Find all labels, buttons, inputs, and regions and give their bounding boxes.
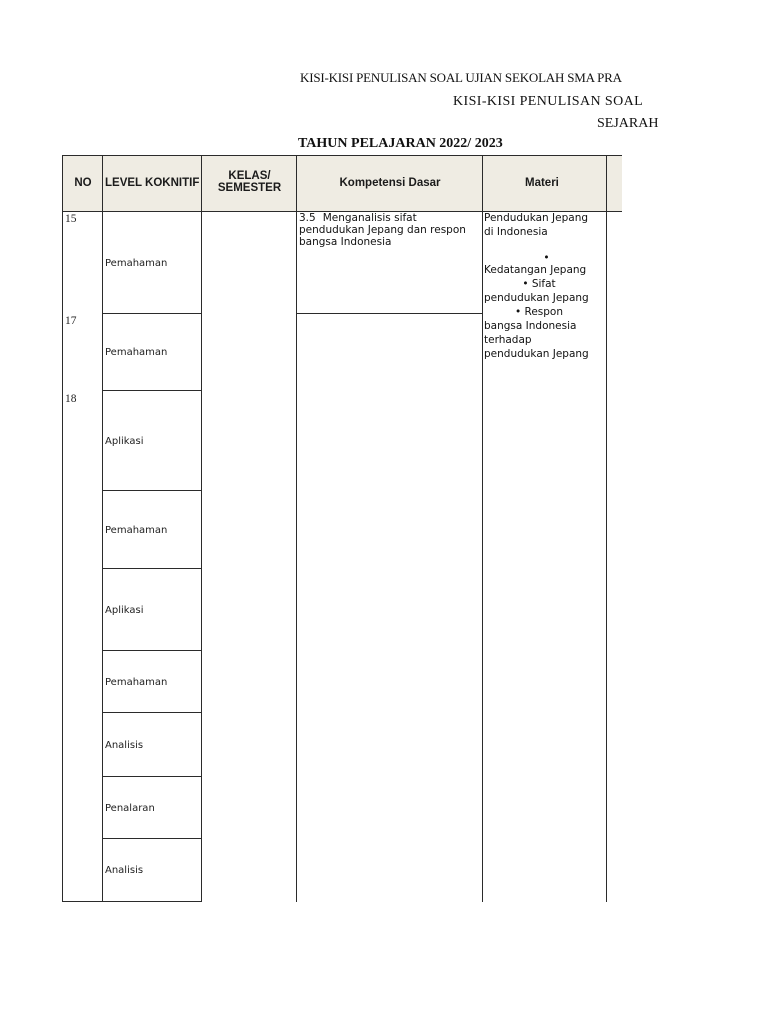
materi-line: Kedatangan Jepang <box>484 264 587 276</box>
header-line-year: TAHUN PELAJARAN 2022/ 2023 <box>298 136 503 151</box>
row-no-17: 17 <box>62 313 103 391</box>
materi-line: terhadap <box>484 334 532 346</box>
row-level: Pemahaman <box>102 650 202 713</box>
column-header-kelas: KELAS/ SEMESTER <box>201 155 297 212</box>
header-line-3: SEJARAH <box>597 116 659 131</box>
row-level: Aplikasi <box>102 390 202 491</box>
kompetensi-dasar-cell <box>296 211 483 314</box>
column-divider <box>296 313 297 902</box>
column-header-level: LEVEL KOKNITIF <box>102 155 202 212</box>
header-line-2: KISI-KISI PENULISAN SOAL <box>453 94 644 109</box>
materi-line: pendudukan Jepang <box>484 348 589 360</box>
column-header-no: NO <box>62 155 103 212</box>
row-level: Penalaran <box>102 776 202 839</box>
kompetensi-number: 3.5 <box>299 212 316 224</box>
row-level: Pemahaman <box>102 211 202 314</box>
column-divider <box>606 155 607 902</box>
row-level: Aplikasi <box>102 568 202 651</box>
materi-line: di Indonesia <box>484 226 548 238</box>
materi-line: Pendudukan Jepang <box>484 212 589 224</box>
materi-line: • Respon <box>514 306 564 318</box>
row-level: Pemahaman <box>102 490 202 569</box>
column-header-materi: Materi <box>482 155 622 212</box>
materi-line: pendudukan Jepang <box>484 292 589 304</box>
materi-line: bangsa Indonesia <box>484 320 577 332</box>
kompetensi-text: Menganalisis sifat pendudukan Jepang dan respon bangsa Indonesia <box>299 212 466 248</box>
row-no-18: 18 <box>62 391 103 902</box>
row-no-15: 15 <box>62 211 103 313</box>
row-level: Analisis <box>102 712 202 777</box>
row-level: Analisis <box>102 838 202 902</box>
header-line-1: KISI-KISI PENULISAN SOAL UJIAN SEKOLAH SMA PRA <box>300 70 622 85</box>
bullet-icon: • <box>543 252 550 264</box>
materi-cell <box>482 211 622 902</box>
materi-line: • Sifat <box>522 278 556 290</box>
row-level: Pemahaman <box>102 313 202 391</box>
column-header-kompetensi: Kompetensi Dasar <box>296 155 483 212</box>
